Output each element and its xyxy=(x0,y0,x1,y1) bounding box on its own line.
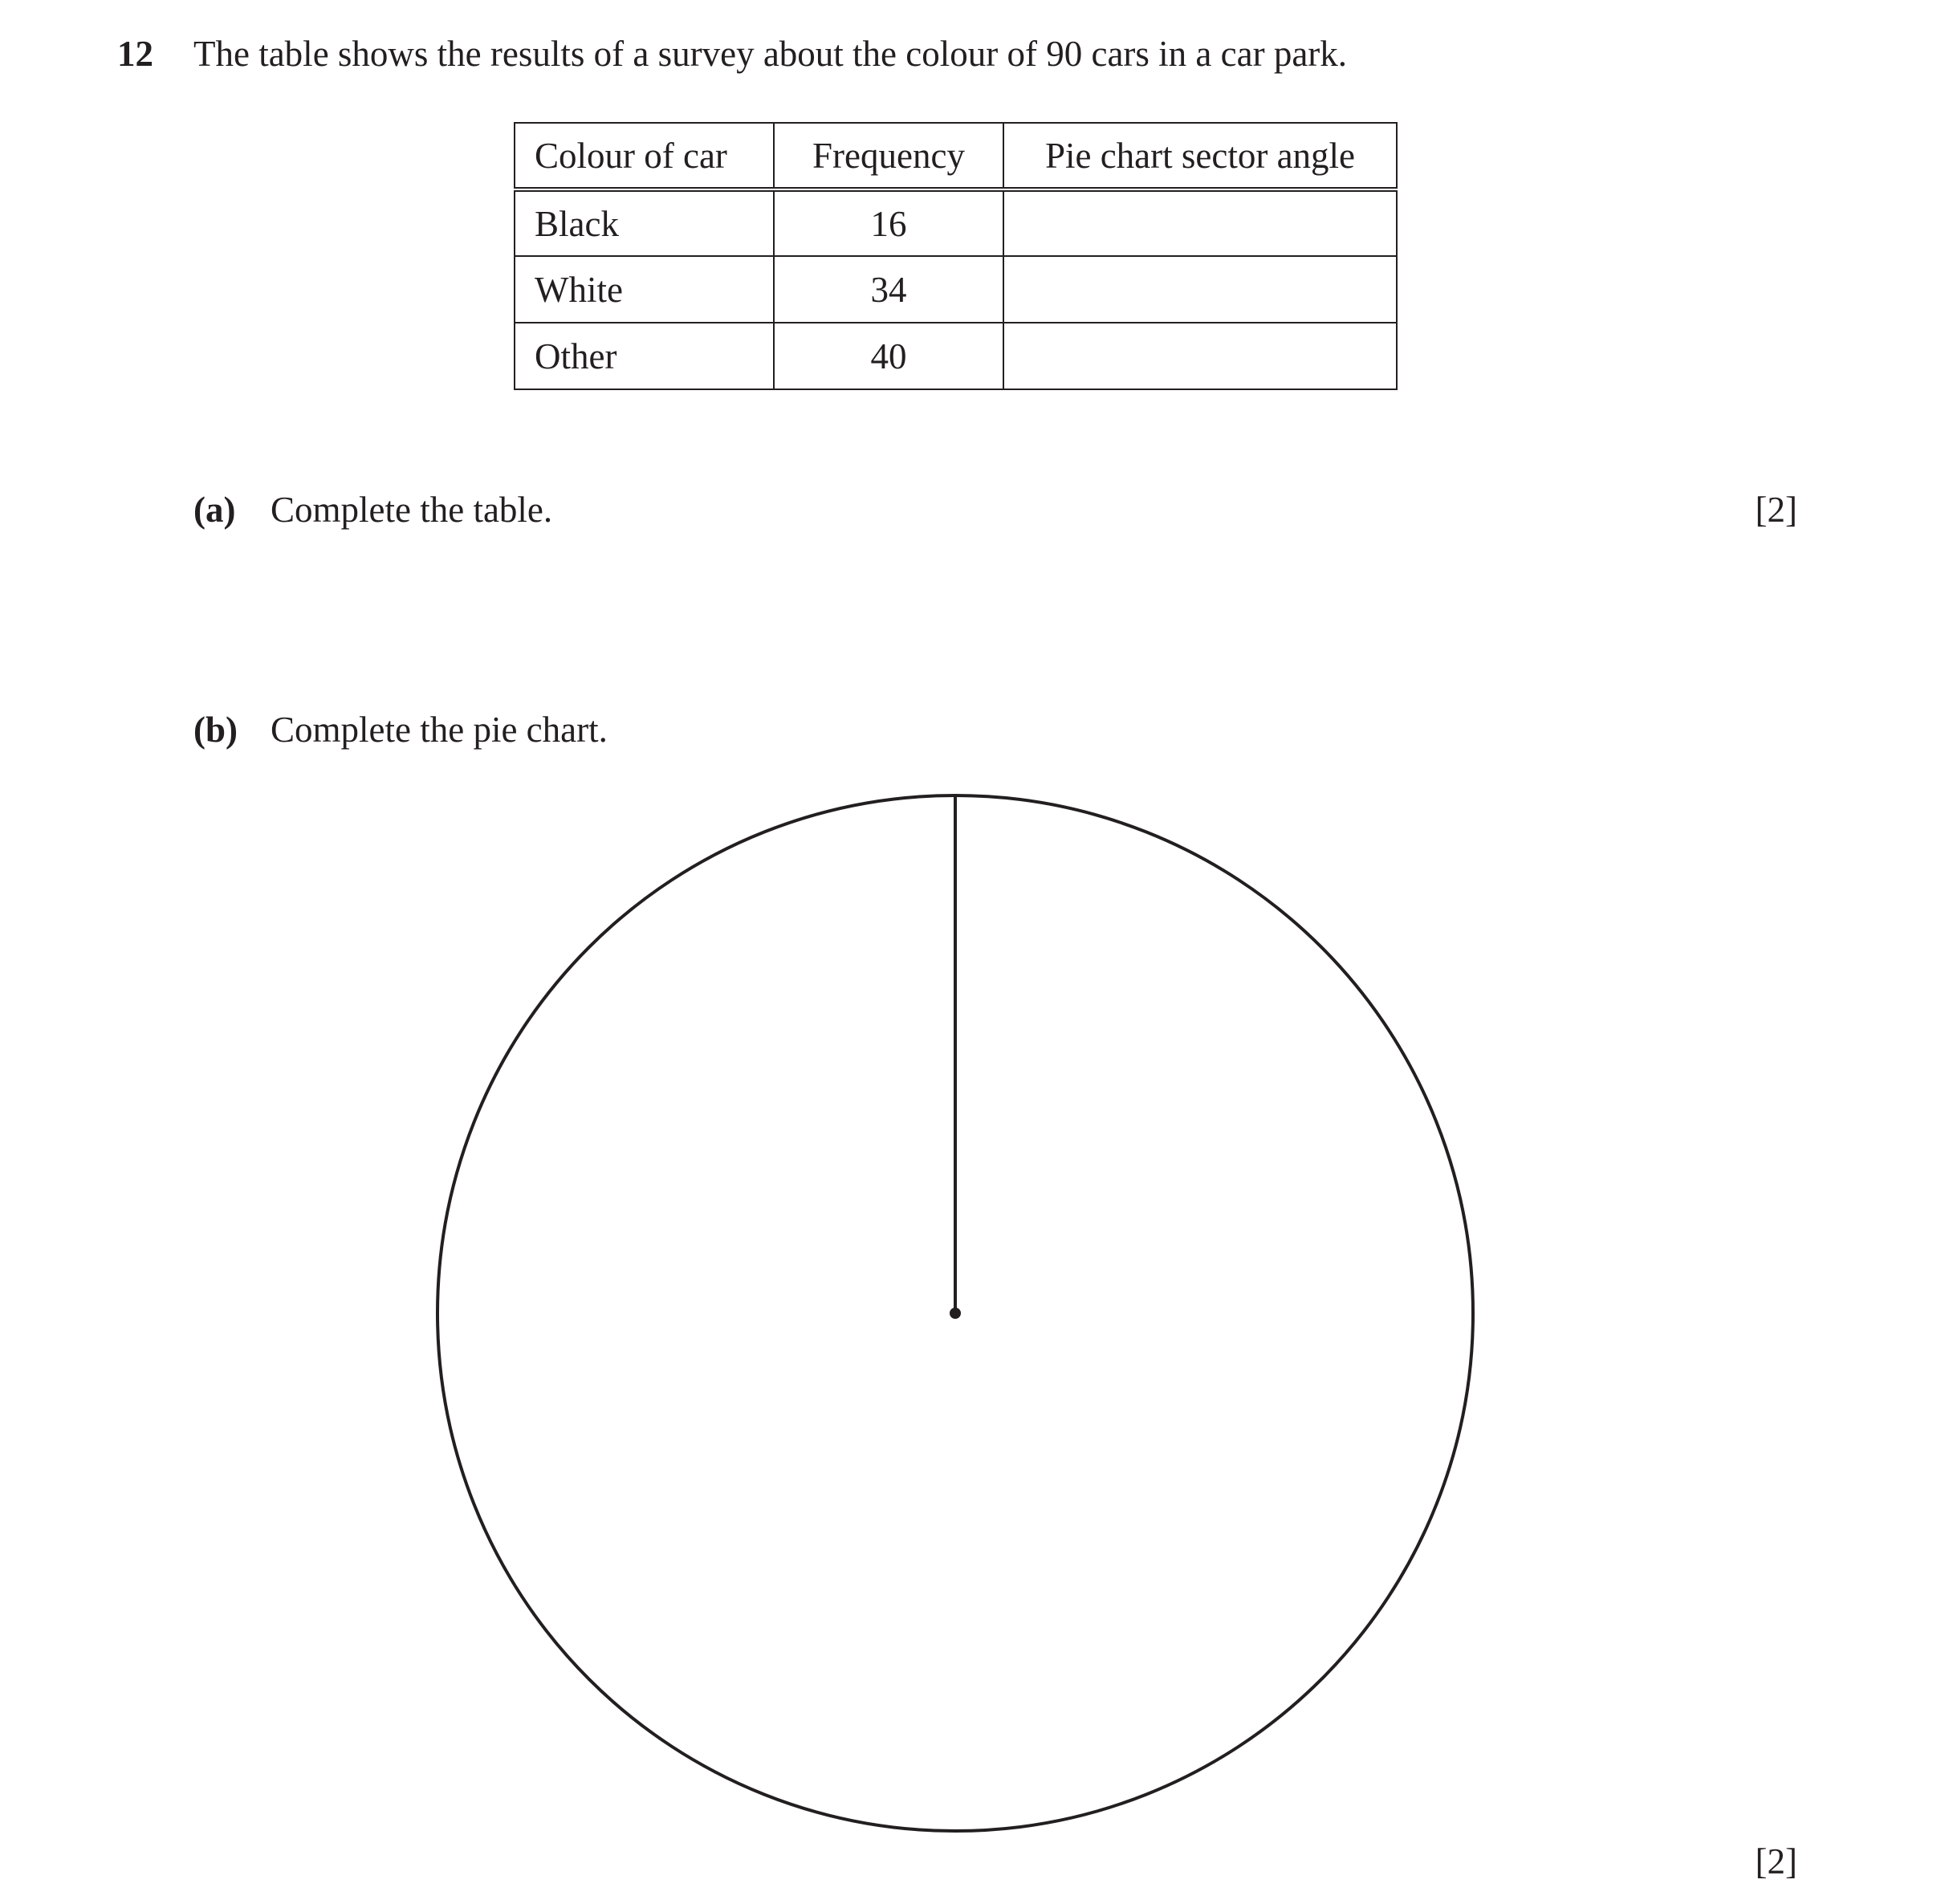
header-angle: Pie chart sector angle xyxy=(1003,123,1397,189)
part-b-marks: [2] xyxy=(1755,1841,1797,1882)
header-colour: Colour of car xyxy=(515,123,774,189)
cell-frequency: 40 xyxy=(774,323,1003,389)
part-b-text: Complete the pie chart. xyxy=(271,710,608,750)
part-a-marks: [2] xyxy=(1755,490,1797,530)
question-number: 12 xyxy=(117,34,153,74)
header-frequency: Frequency xyxy=(774,123,1003,189)
part-a-text: Complete the table. xyxy=(271,490,553,530)
cell-frequency: 16 xyxy=(774,189,1003,256)
cell-colour: Other xyxy=(515,323,774,389)
part-a-label: (a) xyxy=(193,490,236,530)
cell-colour: Black xyxy=(515,189,774,256)
pie-centre-dot xyxy=(950,1308,961,1319)
part-b-label: (b) xyxy=(193,710,238,750)
cell-colour: White xyxy=(515,256,774,323)
question-stem: The table shows the results of a survey about the colour of 90 cars in a car park. xyxy=(193,34,1348,74)
cell-frequency: 34 xyxy=(774,256,1003,323)
